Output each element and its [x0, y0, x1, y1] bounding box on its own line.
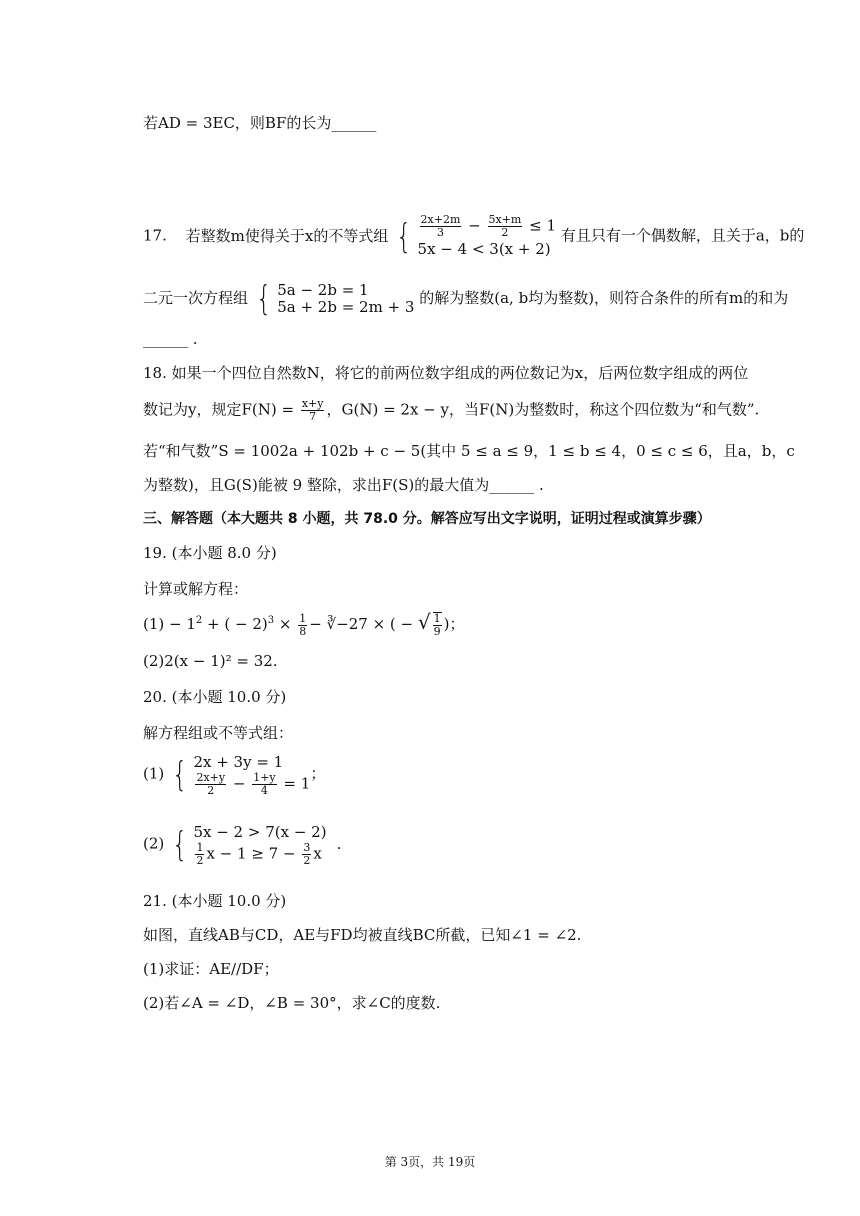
q20-prompt: 解方程组或不等式组：	[143, 724, 294, 742]
q19-part1: $(1) - 1^2$ + ( − 2)$^3$ × $\frac{1}{8}$ − ∛−27 × ( − √ $\frac{1}{9}$ )；	[143, 610, 465, 638]
q17-line2	[143, 279, 789, 319]
q17-line3: ______ .	[143, 330, 198, 348]
q19-part2: (2)2(x − 1)² = 32.	[143, 652, 278, 670]
q17-equation-system: 5a − 2b = 1 5a + 2b = 2m + 3	[277, 281, 415, 316]
q19-prompt: 计算或解方程：	[143, 580, 249, 598]
q21-line3: (2)若∠A = ∠D，∠B = 30°，求∠C的度数.	[143, 994, 441, 1012]
answer-blank: ______	[331, 114, 377, 132]
q17-intro: 若整数m使得关于x的不等式组	[185, 226, 389, 245]
top-line-text: 若AD = 3EC，则BF的长为	[143, 114, 332, 132]
q19-header: 19. (本小题 8.0 分)	[143, 544, 277, 562]
q20-part2: (2) { 5x − 2 > 7(x − 2) $\frac{1}{2}$ x − 1 ≥ 7 − $\frac{3}{2}$ x .	[143, 823, 342, 867]
q17-line1	[143, 214, 804, 259]
q18-line2: 数记为y，规定F(N) = $\frac{x+y}{7}$ ，G(N) = 2x − y，当F(N)为整数时，称这个四位数为“和气数”.	[143, 397, 760, 423]
q18-line1: 18. 如果一个四位自然数N，将它的前两位数字组成的两位数记为x，后两位数字组成的两位	[143, 364, 749, 382]
q17-line2-tail: 的解为整数(a, b均为整数)，则符合条件的所有m的和为	[419, 289, 789, 307]
q21-header: 21. (本小题 10.0 分)	[143, 892, 287, 910]
brace: {	[256, 279, 272, 319]
q21-line2: (1)求证：AE//DF；	[143, 960, 279, 978]
top-line	[143, 112, 376, 133]
q18-line4: 为整数)，且G(S)能被 9 整除，求出F(S)的最大值为______ .	[143, 476, 544, 494]
q17-inequality-system: $\frac{2x+2m}{3}$ − $\frac{5x+m}{2}$ ≤ 1 5x − 4 < 3(x + 2)	[417, 213, 557, 258]
brace: {	[396, 216, 412, 257]
q20-part1: (1) { 2x + 3y = 1 $\frac{2x+y}{2}$ − $\frac{1+y}{4}$ = 1 ；	[143, 753, 326, 797]
page-footer: 第 3页，共 19页	[384, 1155, 476, 1169]
q17-line2-intro: 二元一次方程组	[143, 289, 249, 307]
q20-header: 20. (本小题 10.0 分)	[143, 688, 287, 706]
q21-line1: 如图，直线AB与CD，AE与FD均被直线BC所截，已知∠1 = ∠2.	[143, 926, 582, 944]
q18-line3: 若“和气数”S = 1002a + 102b + c − 5(其中 5 ≤ a ≤ 9，1 ≤ b ≤ 4，0 ≤ c ≤ 6，且a，b，c	[143, 442, 795, 460]
q17-number: 17.	[143, 226, 167, 245]
section-3-heading: 三、解答题（本大题共 8 小题，共 78.0 分。解答应写出文字说明，证明过程或演算步骤）	[143, 511, 711, 527]
q17-tail: 有且只有一个偶数解，且关于a，b的	[560, 226, 805, 245]
